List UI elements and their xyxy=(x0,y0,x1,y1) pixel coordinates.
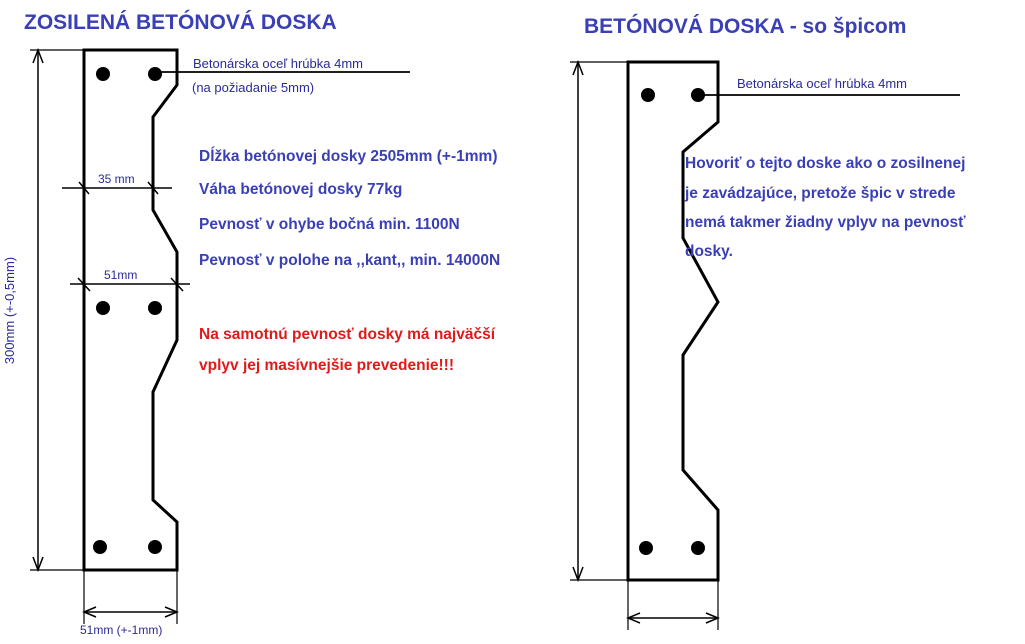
rebar-hole xyxy=(148,67,162,81)
dim-height-label: 300mm (+-0,5mm) xyxy=(2,256,18,365)
description-line-2: je zavádzajúce, pretože špic v strede xyxy=(685,185,956,202)
left-title: ZOSILENÁ BETÓNOVÁ DOSKA xyxy=(24,11,337,34)
steel-note-left-2: (na požiadanie 5mm) xyxy=(192,80,315,95)
spiked-slab-profile xyxy=(628,62,718,580)
rebar-hole xyxy=(691,88,705,102)
rebar-hole xyxy=(148,301,162,315)
steel-note-left: Betonárska oceľ hrúbka 4mm xyxy=(193,56,363,71)
rebar-hole xyxy=(96,301,110,315)
rebar-hole xyxy=(639,541,653,555)
warning-line-1: Na samotnú pevnosť dosky má najväčší xyxy=(199,326,496,343)
spec-weight: Váha betónovej dosky 77kg xyxy=(199,181,403,198)
description-line-4: dosky. xyxy=(685,243,733,260)
rebar-hole xyxy=(93,540,107,554)
description-line-3: nemá takmer žiadny vplyv na pevnosť xyxy=(685,214,966,231)
spec-length: Dĺžka betónovej dosky 2505mm (+-1mm) xyxy=(199,148,498,165)
spec-edge: Pevnosť v polohe na ,,kant,, min. 14000N xyxy=(199,252,501,269)
dim-35mm-label: 35 mm xyxy=(98,172,135,186)
description-line-1: Hovoriť o tejto doske ako o zosilnenej xyxy=(685,155,966,172)
rebar-hole xyxy=(148,540,162,554)
warning-line-2: vplyv jej masívnejšie prevedenie!!! xyxy=(199,357,455,374)
steel-note-right: Betonárska oceľ hrúbka 4mm xyxy=(737,76,907,91)
dim-51mm-label: 51mm xyxy=(104,268,138,282)
spec-bending: Pevnosť v ohybe bočná min. 1100N xyxy=(199,216,460,233)
right-title: BETÓNOVÁ DOSKA - so špicom xyxy=(584,15,907,38)
dim-bottom-label: 51mm (+-1mm) xyxy=(80,623,163,637)
rebar-hole xyxy=(641,88,655,102)
rebar-hole xyxy=(96,67,110,81)
rebar-hole xyxy=(691,541,705,555)
